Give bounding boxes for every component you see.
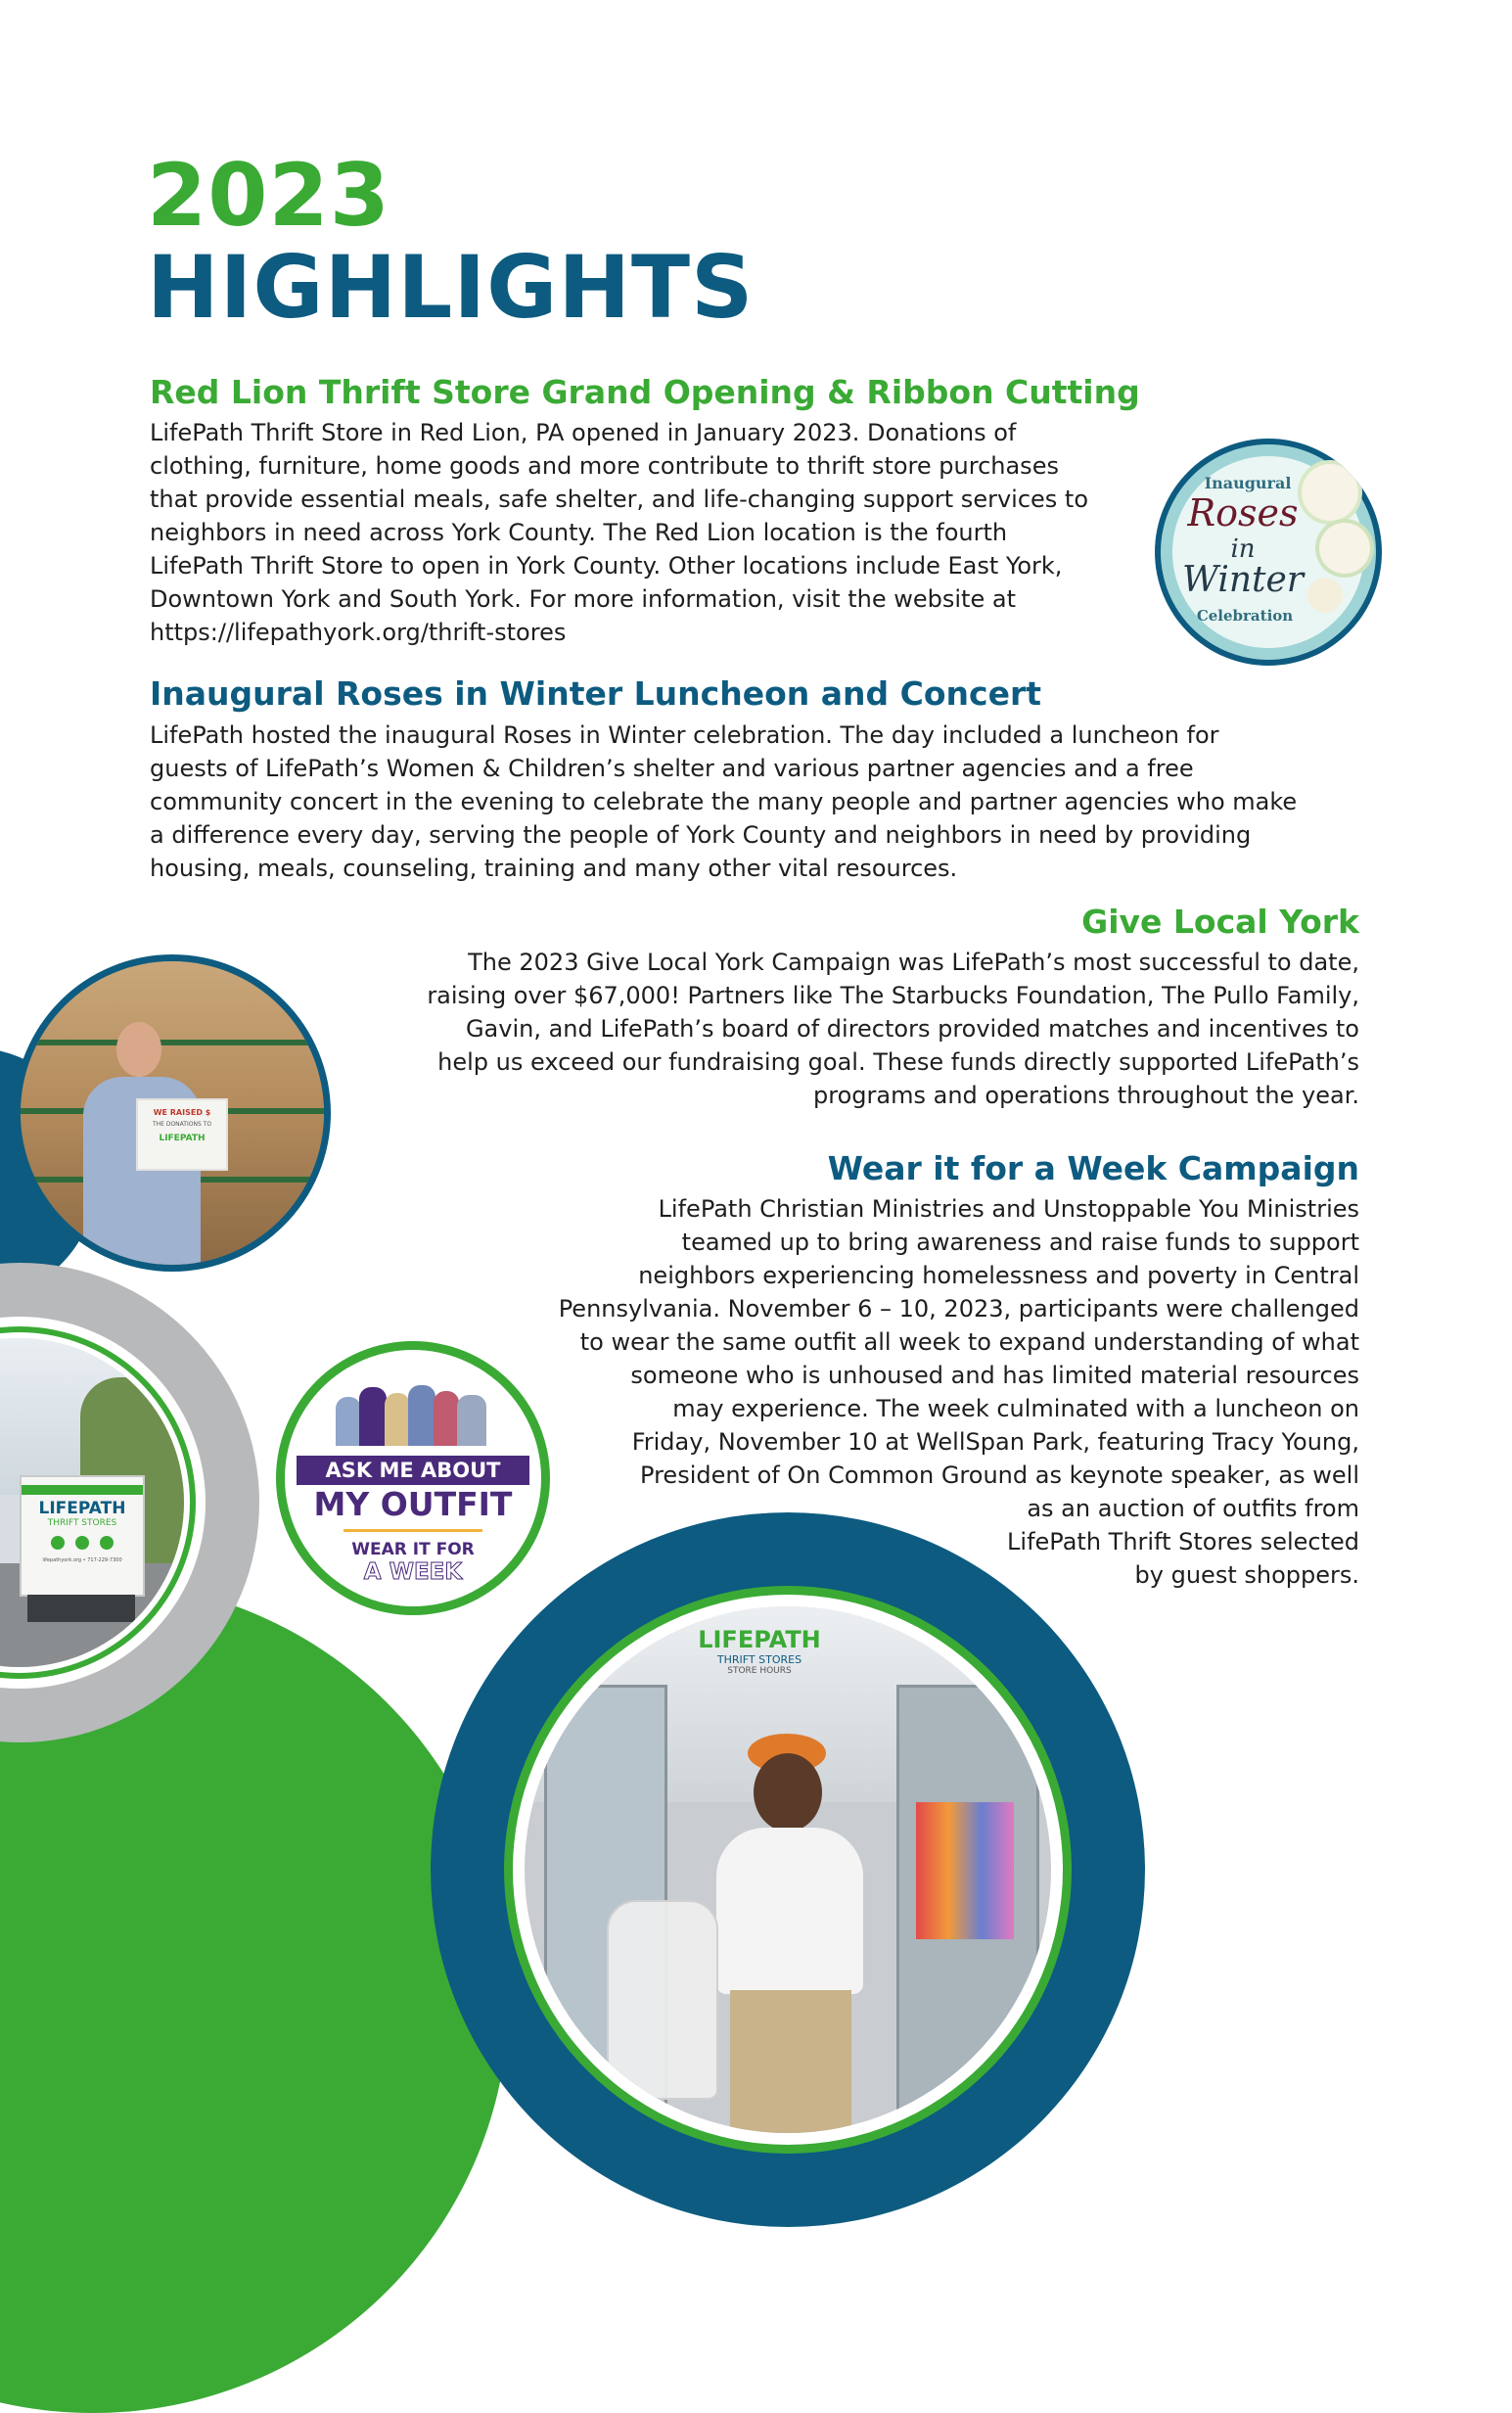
- people-illustration: [336, 1377, 492, 1446]
- roses-badge-line3: Winter: [1181, 560, 1305, 600]
- page-title-year: 2023: [147, 145, 390, 246]
- roses-badge-line1: Roses: [1187, 491, 1299, 534]
- pantry-photo: [14, 954, 331, 1272]
- body-line: by guest shoppers.: [1134, 1561, 1359, 1589]
- body-line: LifePath Christian Ministries and Unstoppable You Ministries: [658, 1195, 1359, 1223]
- truck-sub: THRIFT STORES: [47, 1518, 117, 1528]
- body-line: to wear the same outfit all week to expand understanding of what: [579, 1328, 1359, 1356]
- section-body-wear-it: [559, 1192, 1359, 1592]
- roses-in-winter-badge: [1155, 439, 1382, 666]
- section-heading-give-local: Give Local York: [1081, 903, 1359, 941]
- person-head: [116, 1022, 161, 1077]
- body-line: housing, meals, counseling, training and many other vital resources.: [150, 855, 958, 882]
- section-heading-wear-it: Wear it for a Week Campaign: [827, 1149, 1359, 1187]
- body-line: neighbors in need across York County. The Red Lion location is the fourth: [150, 519, 1008, 546]
- body-line: help us exceed our fundraising goal. These funds directly supported LifePath’s: [437, 1048, 1359, 1076]
- outfit-badge-line2: MY OUTFIT: [313, 1485, 513, 1523]
- store-photo: [525, 1606, 1051, 2133]
- truck-contact: lifepathyork.org • 717-229-7300: [42, 1557, 122, 1563]
- outfit-badge-line3: WEAR IT FOR: [351, 1540, 475, 1559]
- store-sub2: STORE HOURS: [727, 1666, 792, 1676]
- section-heading-red-lion: Red Lion Thrift Store Grand Opening & Ribbon Cutting: [150, 373, 1140, 411]
- roses-badge-line2: in: [1230, 534, 1256, 564]
- body-line: Gavin, and LifePath’s board of directors provided matches and incentives to: [465, 1015, 1359, 1043]
- truck-brand: LIFEPATH: [38, 1499, 126, 1518]
- store-brand: LIFEPATH: [698, 1626, 821, 1653]
- body-line: LifePath Thrift Store to open in York County. Other locations include East York,: [150, 552, 1063, 580]
- section-body-roses: [150, 719, 1297, 885]
- body-line: someone who is unhoused and has limited material resources: [630, 1362, 1359, 1389]
- body-line: LifePath Thrift Store in Red Lion, PA opened in January 2023. Donations of: [150, 419, 1017, 446]
- body-line: programs and operations throughout the year.: [813, 1082, 1359, 1109]
- roses-badge-top: Inaugural: [1204, 474, 1292, 492]
- sign-line3: LIFEPATH: [159, 1134, 206, 1143]
- outfit-badge-line1: ASK ME ABOUT: [297, 1456, 529, 1485]
- sign-line2: THE DONATIONS TO: [152, 1121, 212, 1128]
- body-line: Friday, November 10 at WellSpan Park, featuring Tracy Young,: [631, 1428, 1359, 1456]
- truck-box: [20, 1475, 145, 1597]
- page-title: HIGHLIGHTS: [147, 237, 755, 338]
- body-line website-link[interactable]: https://lifepathyork.org/thrift-stores: [150, 619, 567, 646]
- section-heading-roses: Inaugural Roses in Winter Luncheon and Concert: [150, 674, 1041, 713]
- body-line: President of On Common Ground as keynote speaker, as well: [640, 1462, 1359, 1489]
- outfit-badge: [276, 1341, 550, 1615]
- body-line: as an auction of outfits from: [1027, 1495, 1359, 1522]
- section-body-give-local: [427, 946, 1359, 1112]
- body-line: raising over $67,000! Partners like The Starbucks Foundation, The Pullo Family,: [427, 982, 1359, 1009]
- store-sub: THRIFT STORES: [716, 1653, 802, 1666]
- person-head: [754, 1753, 822, 1832]
- body-line: Pennsylvania. November 6 – 10, 2023, participants were challenged: [558, 1295, 1359, 1323]
- sign-line1: WE RAISED $: [153, 1108, 211, 1117]
- truck-photo: [0, 1338, 184, 1667]
- roses-badge-bottom: Celebration: [1196, 607, 1294, 625]
- body-line: neighbors experiencing homelessness and poverty in Central: [638, 1262, 1359, 1289]
- body-line: may experience. The week culminated with a luncheon on: [672, 1395, 1359, 1422]
- shopping-bag-icon: [607, 1900, 718, 2100]
- outfit-badge-line4: A WEEK: [363, 1559, 463, 1585]
- body-line: that provide essential meals, safe shelter, and life-changing support services to: [150, 486, 1089, 513]
- person-body: [716, 1828, 863, 1994]
- body-line: a difference every day, serving the people of York County and neighbors in need by providing: [150, 821, 1252, 849]
- body-line: community concert in the evening to celebrate the many people and partner agencies who make: [150, 788, 1298, 815]
- body-line: clothing, furniture, home goods and more contribute to thrift store purchases: [150, 452, 1059, 480]
- body-line: The 2023 Give Local York Campaign was LifePath’s most successful to date,: [468, 949, 1359, 976]
- body-line: LifePath hosted the inaugural Roses in Winter celebration. The day included a luncheon for: [150, 721, 1219, 749]
- section-body-red-lion: [150, 416, 1088, 649]
- body-line: LifePath Thrift Stores selected: [1007, 1528, 1359, 1555]
- body-line: teamed up to bring awareness and raise funds to support: [681, 1229, 1359, 1256]
- donation-sign: [136, 1098, 228, 1171]
- body-line: guests of LifePath’s Women & Children’s shelter and various partner agencies and a free: [150, 755, 1194, 782]
- body-line: Downtown York and South York. For more information, visit the website at: [150, 585, 1016, 613]
